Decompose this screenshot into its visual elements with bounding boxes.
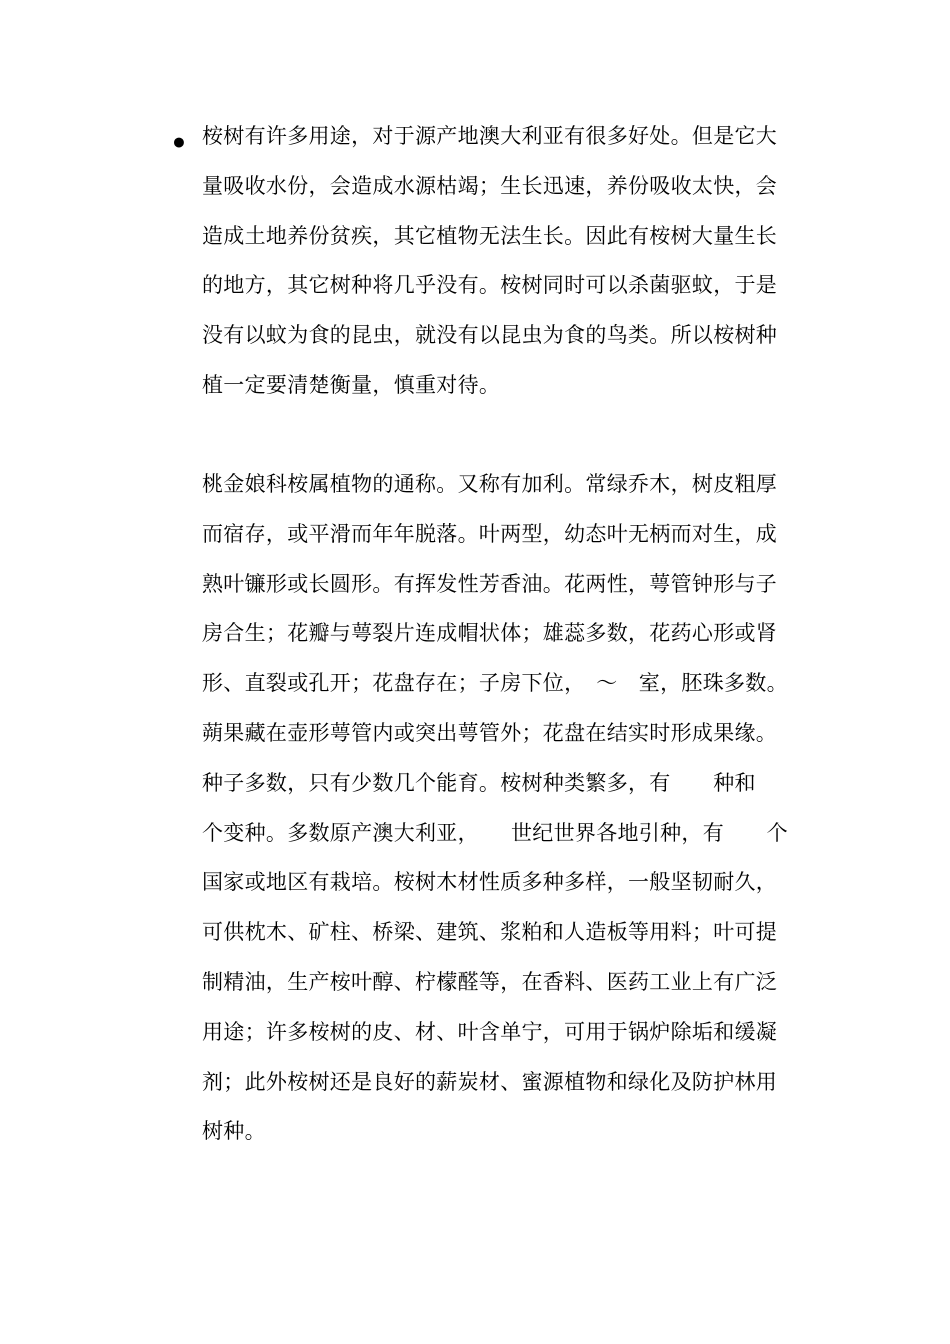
paragraph-eucalyptus-uses [202, 112, 806, 411]
paragraph-line: 桃金娘科桉属植物的通称。又称有加利。常绿乔木，树皮粗厚 [202, 472, 778, 496]
paragraph-line: 造成土地养份贫疾，其它植物无法生长。因此有桉树大量生长 [202, 223, 778, 248]
paragraph-line: 用途；许多桉树的皮、材、叶含单宁，可用于锅炉除垢和缓凝 [202, 1019, 778, 1044]
paragraph-line: 个变种。多数原产澳大利亚， 世纪世界各地引种，有 个 [202, 820, 788, 845]
paragraph-line: 剂；此外桉树还是良好的薪炭材、蜜源植物和绿化及防护林用 [202, 1069, 778, 1094]
paragraph-line: 可供枕木、矿柱、桥梁、建筑、浆粕和人造板等用料；叶可提 [202, 920, 778, 945]
paragraph-eucalyptus-description [202, 460, 806, 1157]
paragraph-line: 植一定要清楚衡量，慎重对待。 [202, 372, 501, 397]
paragraph-line: 没有以蚊为食的昆虫，就没有以昆虫为食的鸟类。所以桉树种 [202, 323, 778, 348]
paragraph-line: 制精油，生产桉叶醇、柠檬醛等，在香料、医药工业上有广泛 [202, 969, 778, 994]
paragraph-line: 熟叶镰形或长圆形。有挥发性芳香油。花两性，萼管钟形与子 [202, 571, 778, 596]
paragraph-line: 桉树有许多用途，对于源产地澳大利亚有很多好处。但是它大 [202, 124, 778, 148]
paragraph-line: 种子多数，只有少数几个能育。桉树种类繁多，有 种和 [202, 770, 756, 795]
paragraph-line: 的地方，其它树种将几乎没有。桉树同时可以杀菌驱蚊，于是 [202, 273, 778, 298]
paragraph-line: 国家或地区有栽培。桉树木材性质多种多样，一般坚韧耐久， [202, 870, 778, 895]
paragraph-line: 形、直裂或孔开；花盘存在；子房下位， ～ 室，胚珠多数。 [202, 671, 788, 696]
paragraph-line: 而宿存，或平滑而年年脱落。叶两型，幼态叶无柄而对生，成 [202, 521, 778, 546]
paragraph-line: 树种。 [202, 1119, 266, 1144]
paragraph-line: 量吸收水份，会造成水源枯竭；生长迅速，养份吸收太快，会 [202, 173, 778, 198]
paragraph-line: 蒴果藏在壶形萼管内或突出萼管外；花盘在结实时形成果缘。 [202, 720, 778, 745]
bullet-point: • [170, 127, 188, 160]
paragraph-line: 房合生；花瓣与萼裂片连成帽状体；雄蕊多数，花药心形或肾 [202, 621, 778, 646]
